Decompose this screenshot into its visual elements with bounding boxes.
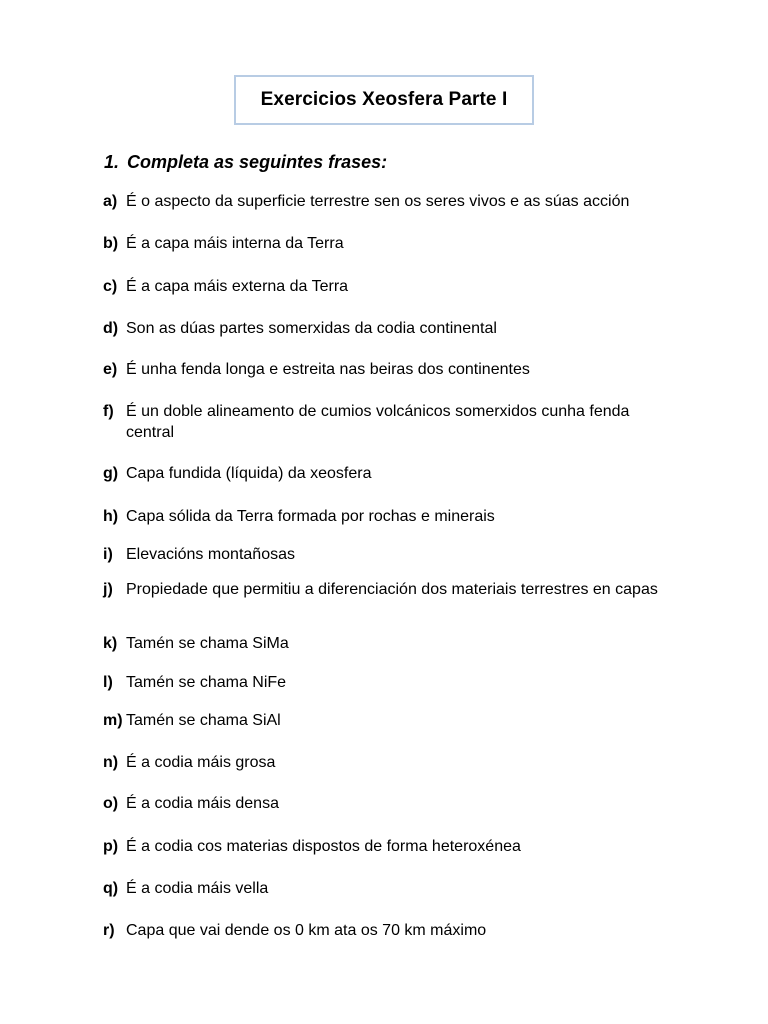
list-item [103,544,663,565]
item-letter: g) [103,465,119,482]
list-item [103,318,663,339]
item-letter: p) [103,838,119,855]
item-letter: r) [103,922,115,939]
item-letter: a) [103,193,118,210]
item-letter: i) [103,546,113,563]
item-text: É a codia cos materias dispostos de forma heteroxénea [126,838,521,855]
page-title: Exercicios Xeosfera Parte I [260,89,508,110]
item-text: Capa sólida da Terra formada por rochas e minerais [126,508,495,525]
item-text: É un doble alineamento de cumios volcánicos somerxidos cunha fenda central [126,403,630,441]
item-letter: m) [103,712,123,729]
item-text: Tamén se chama SiMa [126,635,289,652]
item-letter: l) [103,674,113,691]
list-item [103,401,663,443]
item-text: É a codia máis grosa [126,754,276,771]
item-letter: k) [103,635,118,652]
exercise-instruction: Completa as seguintes frases: [127,152,388,172]
item-letter: j) [103,581,113,598]
list-item [103,191,663,212]
item-text: Propiedade que permitiu a diferenciación dos materiais terrestres en capas [126,581,658,598]
item-text: Capa que vai dende os 0 km ata os 70 km máximo [126,922,487,939]
item-letter: o) [103,795,119,812]
item-text: Capa fundida (líquida) da xeosfera [126,465,372,482]
exercise-heading [104,152,387,173]
item-letter: e) [103,361,118,378]
item-text: É a capa máis externa da Terra [126,278,349,295]
item-text: É a capa máis interna da Terra [126,235,344,252]
list-item [103,920,663,941]
list-item [103,752,663,773]
list-item [103,878,663,899]
list-item [103,710,663,731]
list-item [103,793,663,814]
item-letter: h) [103,508,119,525]
item-text: É unha fenda longa e estreita nas beiras dos continentes [126,361,530,378]
list-item [103,276,663,297]
item-letter: c) [103,278,118,295]
title-box [234,75,534,125]
list-item [103,463,663,484]
exercise-number: 1. [104,152,120,172]
list-item [103,672,663,693]
item-text: É o aspecto da superficie terrestre sen os seres vivos e as súas acción [126,193,630,210]
list-item [103,633,663,654]
item-text: Elevacións montañosas [126,546,295,563]
item-text: Tamén se chama NiFe [126,674,287,691]
item-letter: d) [103,320,119,337]
list-item [103,233,663,254]
item-letter: n) [103,754,119,771]
item-text: Tamén se chama SiAl [126,712,281,729]
list-item [103,836,663,857]
list-item [103,506,663,527]
item-text: É a codia máis vella [126,880,269,897]
list-item [103,359,663,380]
item-letter: q) [103,880,119,897]
item-text: É a codia máis densa [126,795,279,812]
list-item [103,580,663,599]
item-text: Son as dúas partes somerxidas da codia continental [126,320,497,337]
item-letter: b) [103,235,119,252]
item-letter: f) [103,403,114,420]
